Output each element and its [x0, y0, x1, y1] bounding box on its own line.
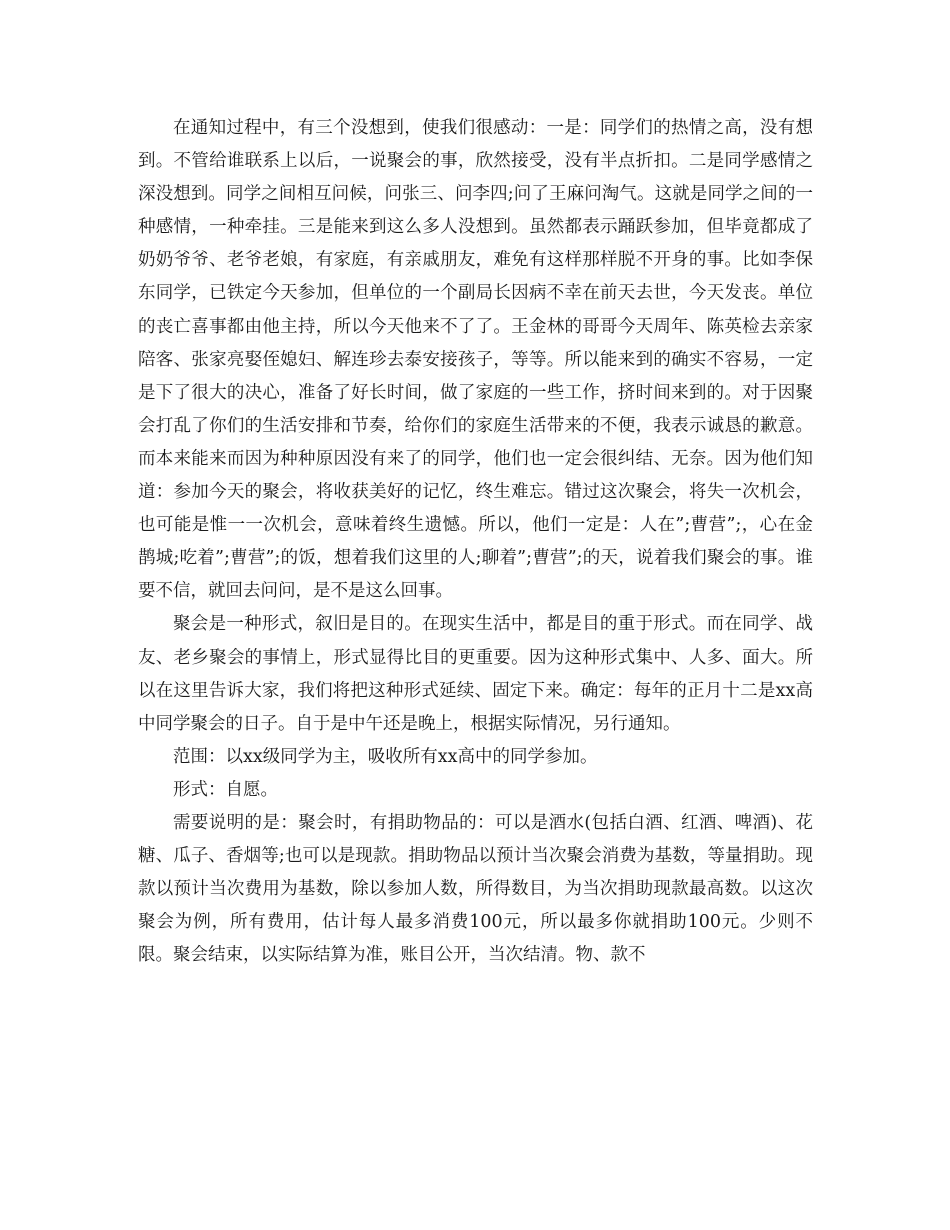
document-page	[138, 112, 813, 972]
paragraph-notification: 在通知过程中，有三个没想到，使我们很感动：一是：同学们的热情之高，没有想到。不管给谁联系上以后，一说聚会的事，欣然接受，没有半点折扣。二是同学感情之深没想到。同学之间相互问候，问张三、问李四;问了王麻问淘气。这就是同学之间的一种感情，一种牵挂。三是能来到这么多人没想到。虽然都表示踊跃参加，但毕竟都成了奶奶爷爷、老爷老娘，有家庭，有亲戚朋友，难免有这样那样脱不开身的事。比如李保东同学，已铁定今天参加，但单位的一个副局长因病不幸在前天去世，今天发丧。单位的丧亡喜事都由他主持，所以今天他来不了了。王金林的哥哥今天周年、陈英检去亲家陪客、张家亮娶侄媳妇、解连珍去泰安接孩子，等等。所以能来到的确实不容易，一定是下了很大的决心，准备了好长时间，做了家庭的一些工作，挤时间来到的。对于因聚会打乱了你们的生活安排和节奏，给你们的家庭生活带来的不便，我表示诚恳的歉意。而本来能来而因为种种原因没有来了的同学，他们也一定会很纠结、无奈。因为他们知道：参加今天的聚会，将收获美好的记忆，终生难忘。错过这次聚会，将失一次机会，也可能是惟一一次机会，意味着终生遗憾。所以，他们一定是：人在”;曹营”;，心在金鹊城;吃着”;曹营”;的饭，想着我们这里的人;聊着”;曹营”;的天，说着我们聚会的事。谁要不信，就回去问问，是不是这么回事。	[138, 118, 813, 602]
paragraph-donation-notes: 需要说明的是：聚会时，有捐助物品的：可以是酒水(包括白酒、红酒、啤酒)、花糖、瓜子、香烟等;也可以是现款。捐助物品以预计当次聚会消费为基数，等量捐助。现款以预计当次费用为基数，除以参加人数，所得数目，为当次捐助现款最高数。以这次聚会为例，所有费用，估计每人最多消费100元，所以最多你就捐助100元。少则不限。聚会结束，以实际结算为准，账目公开，当次结清。物、款不	[138, 812, 813, 966]
paragraph-format: 形式：自愿。	[173, 779, 278, 800]
paragraph-gathering-form: 聚会是一种形式，叙旧是目的。在现实生活中，都是目的重于形式。而在同学、战友、老乡聚会的事情上，形式显得比目的更重要。因为这种形式集中、人多、面大。所以在这里告诉大家，我们将把这种形式延续、固定下来。确定：每年的正月十二是xx高中同学聚会的日子。自于是中午还是晚上，根据实际情况，另行通知。	[138, 614, 813, 734]
paragraph-scope: 范围：以xx级同学为主，吸收所有xx高中的同学参加。	[173, 746, 598, 767]
